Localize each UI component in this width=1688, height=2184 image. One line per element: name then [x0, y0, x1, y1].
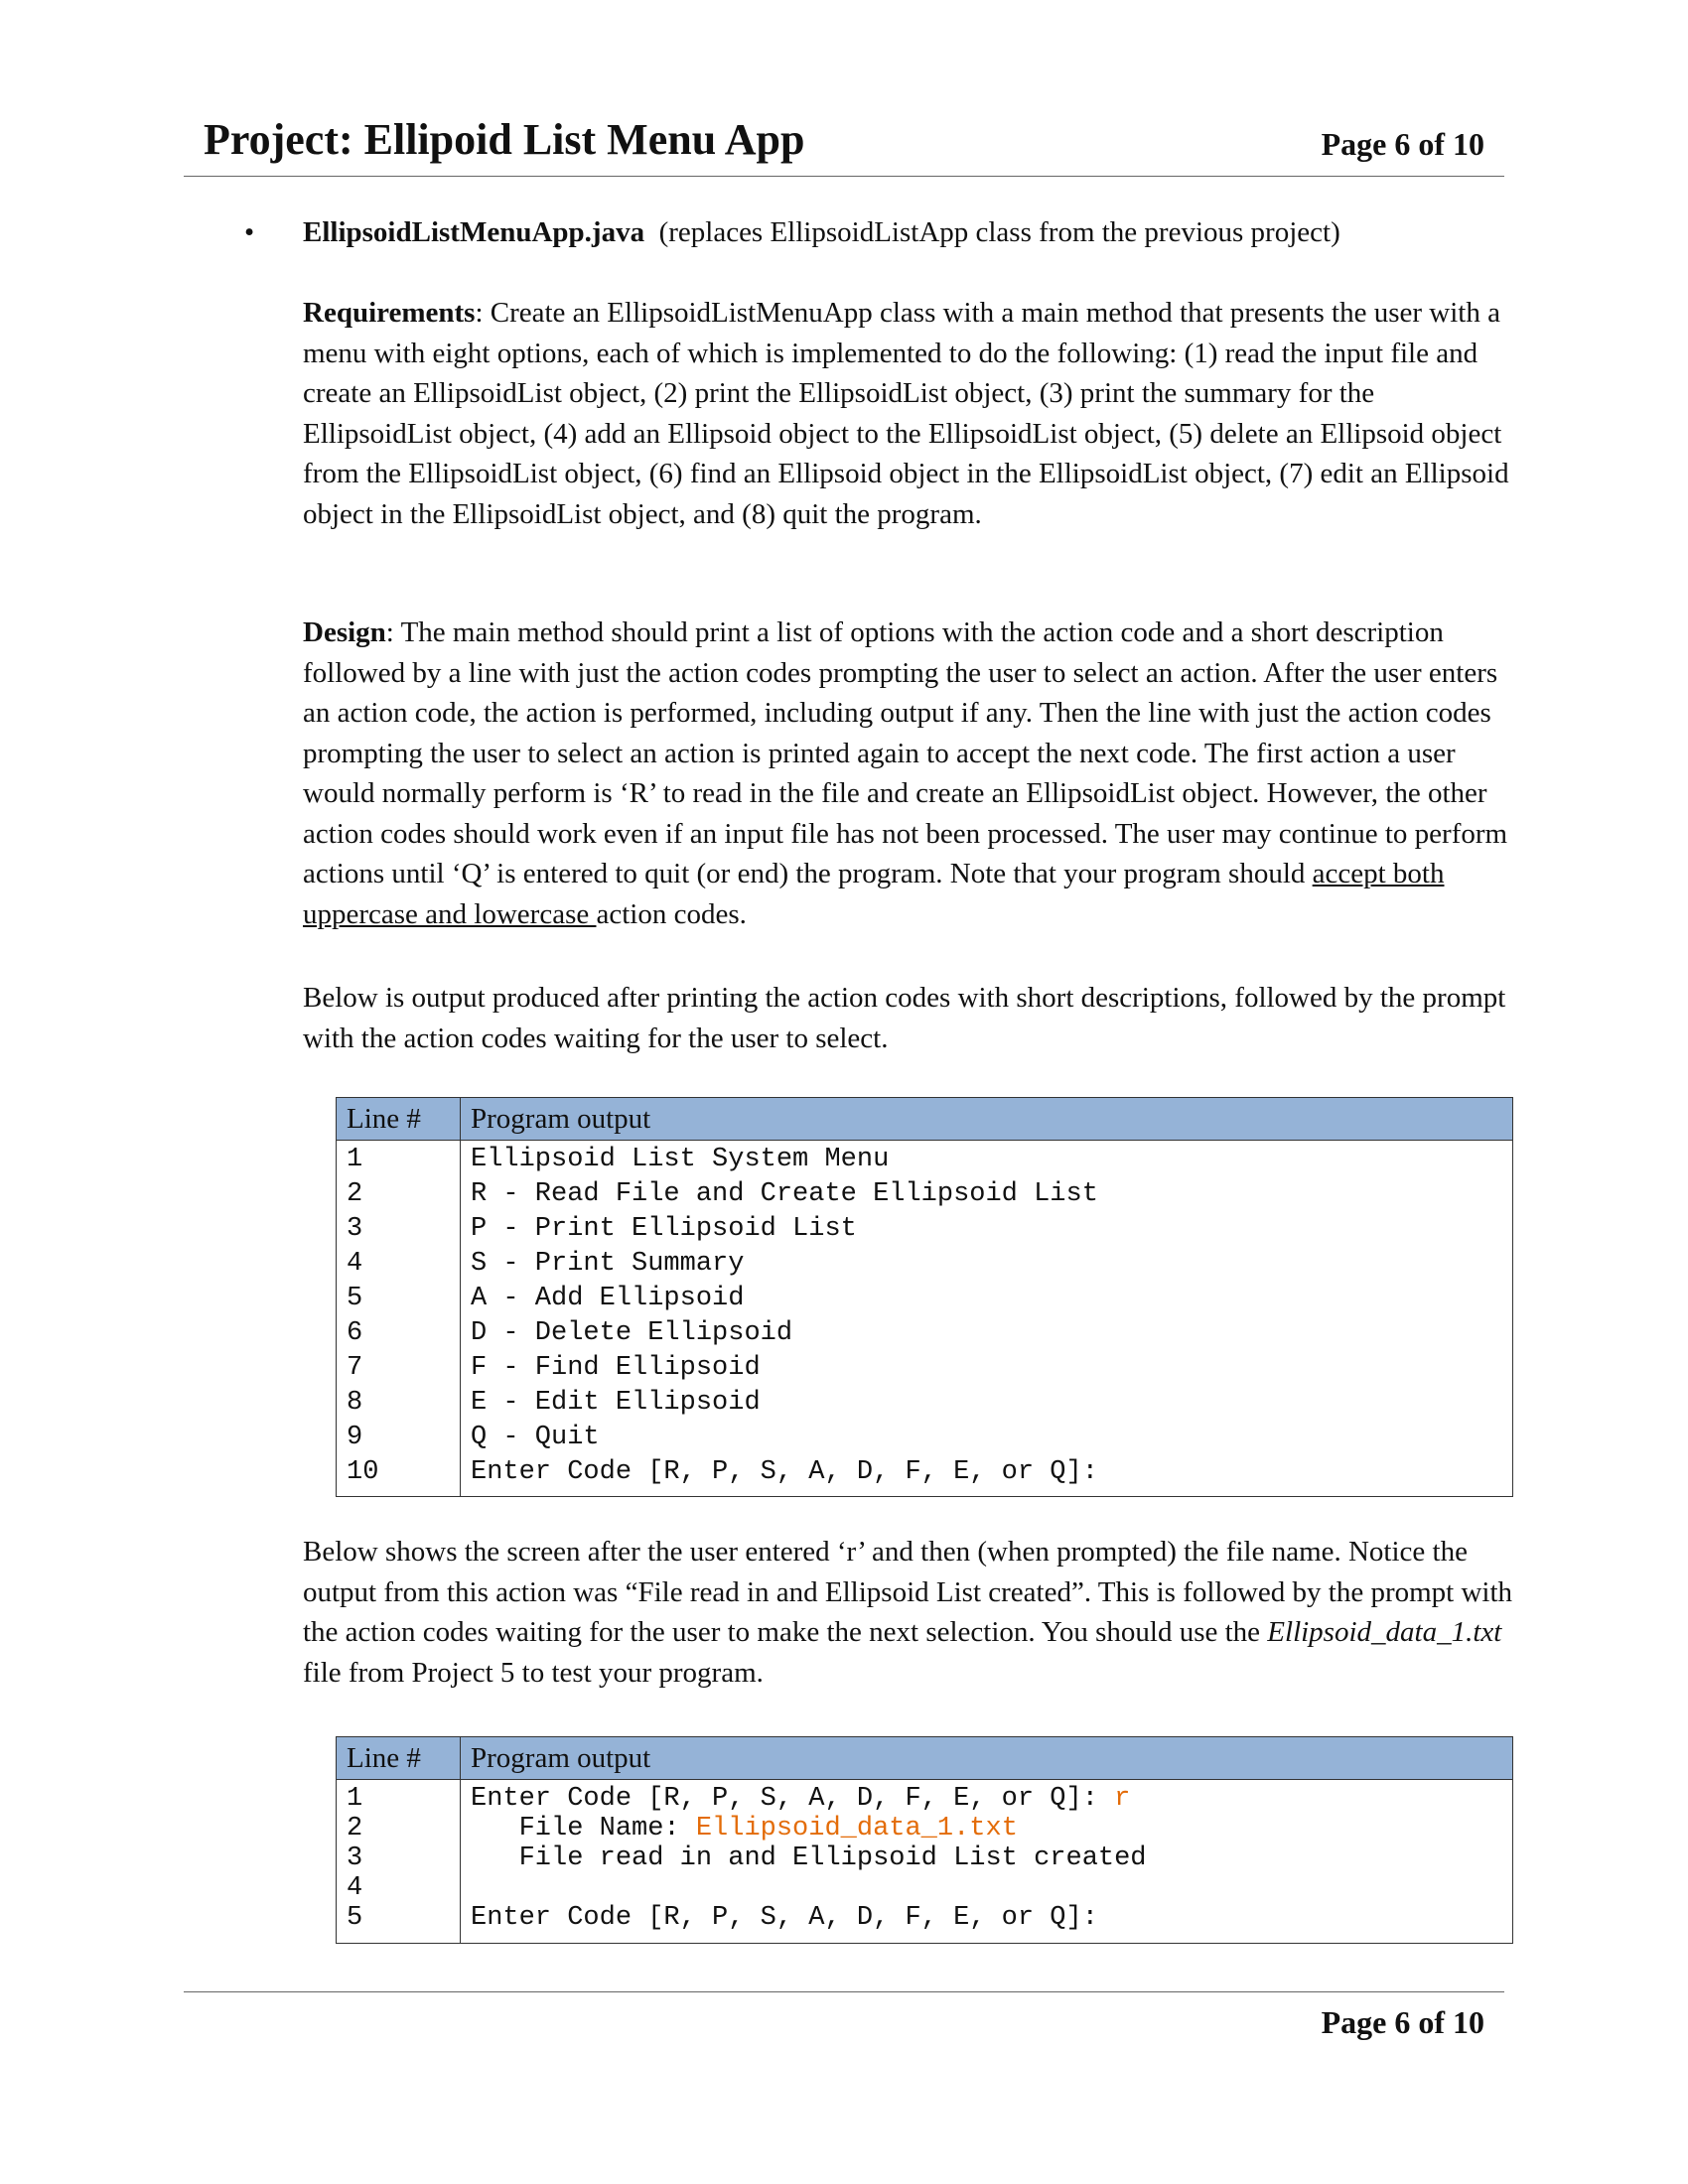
line-number: 4 [347, 1249, 363, 1279]
program-output [461, 1780, 1513, 1944]
file-name: EllipsoidListMenuApp.java [303, 216, 645, 248]
menu-output-table [336, 1097, 1513, 1497]
column-header-output: Program output [461, 1098, 1513, 1141]
line-number: 1 [347, 1784, 363, 1814]
design-tail: action codes. [596, 897, 747, 930]
output-line [471, 1784, 1502, 1814]
column-header-output: Program output [461, 1737, 1513, 1780]
file-note: (replaces EllipsoidListApp class from the previous project) [658, 216, 1340, 248]
output-line: Enter Code [R, P, S, A, D, F, E, or Q]: [471, 1903, 1098, 1933]
line-number: 4 [347, 1873, 363, 1903]
line-number: 5 [347, 1284, 363, 1313]
page-footer [184, 1991, 1504, 2040]
line-number: 8 [347, 1388, 363, 1418]
line-number: 3 [347, 1214, 363, 1244]
line-number: 6 [347, 1318, 363, 1348]
user-input: Ellipsoid_data_1.txt [695, 1814, 1018, 1843]
output-line: Ellipsoid List System Menu [471, 1145, 890, 1174]
intro-table2 [303, 1532, 1524, 1693]
line-number: 5 [347, 1903, 363, 1933]
output-line [471, 1873, 1502, 1903]
line-number: 3 [347, 1843, 363, 1873]
line-number: 10 [347, 1457, 379, 1487]
output-line: R - Read File and Create Ellipsoid List [471, 1179, 1098, 1209]
intro-table2-text: Below shows the screen after the user entered ‘r’ and then (when prompted) the file name. Notice the output from this action was “File read in and Ellipsoid List created”. This is followed by the prompt with the action codes waiting for the user to make the next selection. You should use the [303, 1536, 1513, 1648]
output-line: P - Print Ellipsoid List [471, 1214, 857, 1244]
output-line: File read in and Ellipsoid List created [471, 1843, 1147, 1873]
intro-table1: Below is output produced after printing the action codes with short descriptions, followed by the prompt with the action codes waiting for the user to select. [303, 982, 1506, 1054]
data-file-name: Ellipsoid_data_1.txt [1267, 1616, 1502, 1648]
column-header-line: Line # [337, 1737, 461, 1780]
bullet-icon: • [244, 216, 255, 248]
program-output [461, 1141, 1513, 1497]
document-title: Project: Ellipoid List Menu App [204, 115, 805, 164]
page-number: Page 6 of 10 [1321, 2004, 1484, 2040]
column-header-line: Line # [337, 1098, 461, 1141]
page-number: Page 6 of 10 [1321, 126, 1484, 162]
line-number: 2 [347, 1814, 363, 1843]
underlined-text: accept both uppercase and lowercase [303, 858, 1445, 930]
page-header [184, 114, 1504, 177]
output-line: Enter Code [R, P, S, A, D, F, E, or Q]: [471, 1457, 1098, 1487]
output-line: Q - Quit [471, 1423, 600, 1452]
line-number: 7 [347, 1353, 363, 1383]
output-line: E - Edit Ellipsoid [471, 1388, 761, 1418]
file-name-prompt: File Name: [471, 1814, 696, 1843]
output-line: F - Find Ellipsoid [471, 1353, 761, 1383]
design-text: : The main method should print a list of options with the action code and a short description followed by a line with just the action codes prompting the user to select an action. After the user enters an action code, the action is performed, including output if any. Then the line with just the action codes prompting the user to select an action is printed again to accept the next code. The first action a user would normally perform is ‘R’ to read in the file and create an EllipsoidList object. However, the other action codes should work even if an input file has not been processed. The user may continue to perform actions until ‘Q’ is entered to quit (or end) the program. Note that your program should [303, 616, 1508, 889]
requirements-paragraph [303, 293, 1524, 534]
intro-table2-tail: file from Project 5 to test your program. [303, 1656, 764, 1689]
line-number: 9 [347, 1423, 363, 1452]
code-prompt: Enter Code [R, P, S, A, D, F, E, or Q]: [471, 1784, 1115, 1814]
design-paragraph [303, 613, 1524, 934]
output-line: S - Print Summary [471, 1249, 745, 1279]
line-numbers [337, 1141, 461, 1497]
user-input: r [1114, 1784, 1131, 1814]
output-line: A - Add Ellipsoid [471, 1284, 745, 1313]
read-file-output-table [336, 1736, 1513, 1944]
requirements-label: Requirements [303, 297, 476, 329]
line-numbers [337, 1780, 461, 1944]
design-label: Design [303, 616, 386, 648]
line-number: 1 [347, 1145, 363, 1174]
line-number: 2 [347, 1179, 363, 1209]
output-line [471, 1814, 1502, 1843]
requirements-text: : Create an EllipsoidListMenuApp class with a main method that presents the user with a menu with eight options, each of which is implemented to do the following: (1) read the input file and create an EllipsoidList object, (2) print the EllipsoidList object, (3) print the summary for the EllipsoidList object, (4) add an Ellipsoid object to the EllipsoidList object, (5) delete an Ellipsoid object from the EllipsoidList object, (6) find an Ellipsoid object in the EllipsoidList object, (7) edit an Ellipsoid object in the EllipsoidList object, and (8) quit the program. [303, 297, 1509, 530]
output-line: D - Delete Ellipsoid [471, 1318, 793, 1348]
